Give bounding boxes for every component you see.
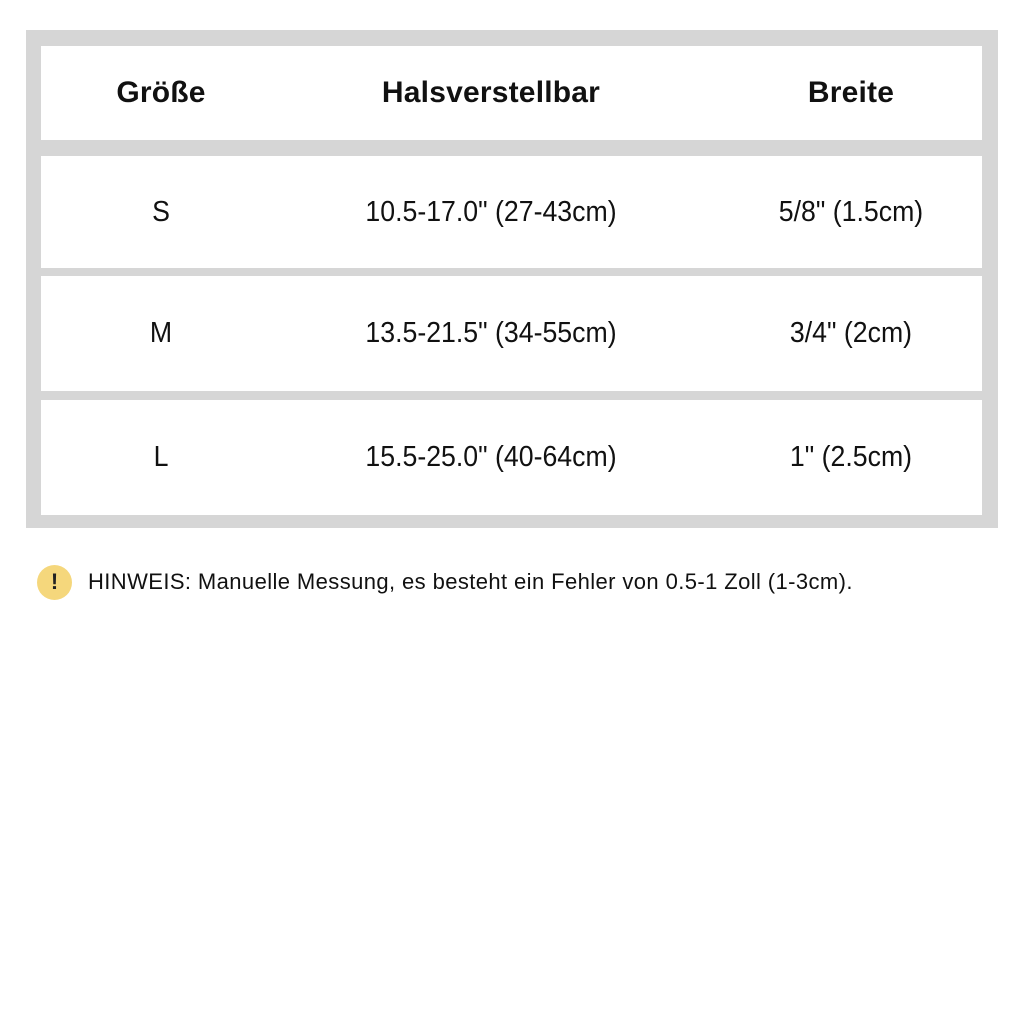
cell-neck-range: 10.5-17.0" (27-43cm)	[365, 195, 617, 228]
table-row	[41, 400, 982, 515]
exclamation-icon: !	[37, 565, 72, 600]
header-width: Breite	[807, 76, 895, 109]
cell-neck-range: 15.5-25.0" (40-64cm)	[365, 441, 617, 473]
cell-width: 5/8" (1.5cm)	[778, 195, 924, 228]
size-table	[26, 30, 998, 528]
measurement-note	[37, 563, 853, 601]
cell-width: 1" (2.5cm)	[789, 441, 913, 473]
cell-width: 3/4" (2cm)	[789, 317, 913, 349]
table-row	[41, 276, 982, 391]
cell-size: S	[152, 195, 170, 228]
cell-size: L	[153, 441, 169, 473]
header-neck-adjustable: Halsverstellbar	[381, 76, 601, 109]
note-text: HINWEIS: Manuelle Messung, es besteht ein Fehler von 0.5-1 Zoll (1-3cm).	[88, 569, 853, 594]
cell-neck-range: 13.5-21.5" (34-55cm)	[365, 317, 617, 349]
table-header-row	[41, 46, 982, 140]
table-row	[41, 156, 982, 268]
cell-size: M	[149, 317, 173, 349]
header-size: Größe	[116, 76, 206, 109]
